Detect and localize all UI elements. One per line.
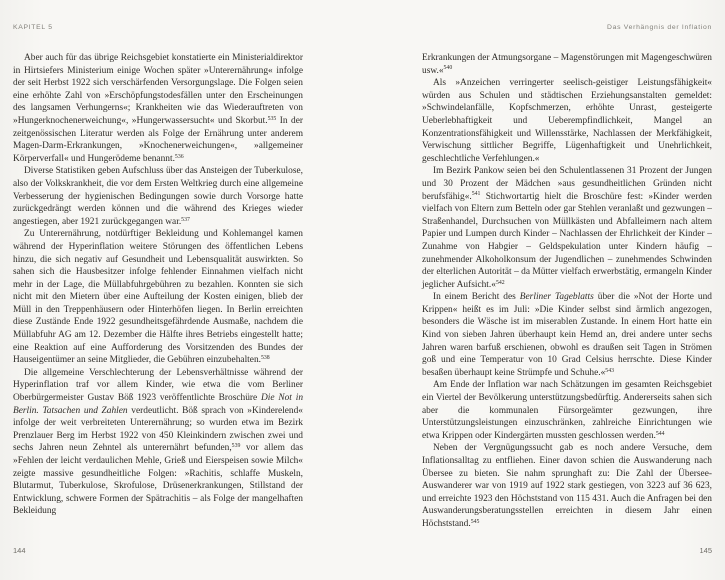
paragraph: Als »Anzeichen verringerter seelisch-geistiger Leistungsfähigkeit« würden aus Schulen und städtischen Erziehungsanstalten gemeldet: »Schwindelanfälle, Kopfschmerzen, erhöhte Unrast, gesteigerte Ueberlebhaftigkeit und Ueberempfindlichkeit, Mangel an Konzentrationsfähigkeit und Willensstärke, Nachlassen der Merkfähigkeit, Verwischung sittlicher Begriffe, Lügenhaftigkeit und Unehrlichkeit, geschlechtliche Verfehlungen.« [422, 78, 712, 164]
footnote-ref: 536 [174, 153, 184, 160]
footnote-ref: 543 [605, 367, 614, 374]
page-right [422, 0, 712, 580]
italic-title: Berliner Tageblatts [519, 292, 594, 303]
paragraph: Aber auch für das übrige Reichsgebiet konstatierte ein Ministerialdirektor in Hirtsiefers Ministerium einige Wochen später »Unterernährung« infolge der seit Herbst 1922 sich verschärfenden Versorgungslage. Die Folgen seien eine erhöhte Zahl von »Erschöpfungstodesfällen unter den Erscheinungen des langsamen Verhungerns«; Krankheiten wie das Wiederauftreten von »Hungerknochenerweichung«, »Hungerwassersucht« und Skorbut.$^{535}$ In der zeitgenössischen Literatur werden als Folge der Ernährung unter anderem Magen-Darm-Erkrankungen, »Knochenerweichungen«, »allgemeiner Körperverfall« und Hungerödeme benannt.$^{536}$ [13, 53, 303, 164]
running-head-title: Das Verhängnis der Inflation [607, 24, 712, 31]
paragraph: Zu Unterernährung, notdürftiger Bekleidung und Kohlemangel kamen während der Hyperinflation weitere Störungen des öffentlichen Lebens hinzu, die sich negativ auf Gesundheit und Lebensqualität auswirkten. So sahen sich die Hausbesitzer infolge fehlender Einnahmen vielfach nicht mehr in der Lage, die Müllabfuhrgebühren zu bezahlen. Konnten sie sich nicht mit den Mietern über eine Aufteilung der Kosten einigen, blieb der Müll in den Treppenhäusern oder Hinterhöfen liegen. In Berlin erreichten diese Zustände Ende 1922 gesundheitsgefährdende Ausmaße, nachdem die Müllabfuhr AG am 12. Dezember die Hälfte ihres Betriebs eingestellt hatte; eine Reaktion auf eine Aufforderung des Vorsitzenden des Bundes der Hauseigentümer an seine Mitglieder, die Gebühren einzubehalten.$^{538}$ [13, 229, 303, 366]
paragraph: Die allgemeine Verschlechterung der Lebensverhältnisse während der Hyperinflation traf vor allem Kinder, wie etwa die vom Berliner Oberbürgermeister Gustav Böß 1923 veröffentlichte Broschüre Die Not in Berlin. Tatsachen und Zahlen verdeutlicht. Böß sprach von »Kinderelend« infolge der weit verbreiteten Unterernährung; so wurden etwa im Bezirk Prenzlauer Berg im Herbst 1922 von 450 Kleinkindern zwischen zwei und sechs Jahren neun Zehntel als unterernährt befunden,$^{539}$ vor allem das »Fehlen der leicht verdaulichen Mehle, Grieß und Eierspeisen sowie Milch« zeigte massive gesundheitliche Folgen: »Rachitis, schlaffe Muskeln, Blutarmut, Tuberkulose, Skrofulose, Drüsenerkrankungen, Stillstand der Entwicklung, schwere Formen der Spätrachitis – als Folge der mangelhaften Bekleidung [13, 367, 304, 517]
footnote-ref: 540 [443, 65, 453, 72]
paragraph: In einem Bericht des Berliner Tageblatts über die »Not der Horte und Krippen« heißt es im Juli: »Die Kinder selbst sind ärmlich angezogen, besonders die Wäsche ist im miserablen Zustande. In einem Hort hatte ein Kind von sieben Jahren überhaupt kein Hemd an, drei andere unter sechs Jahren waren barfuß erschienen, obwohl es draußen seit Tagen in Strömen goß und eine Temperatur von 10 Grad Celsius herrschte. Diese Kinder besaßen überhaupt keine Strümpfe und Schuhe.«$^{543}$ [422, 292, 712, 378]
footnote-ref: 539 [231, 443, 241, 450]
footnote-ref: 544 [655, 430, 665, 437]
paragraph: Am Ende der Inflation war nach Schätzungen im gesamten Reichsgebiet ein Viertel der Bevölkerung unterstützungsbedürftig. Andererseits sahen sich aber die kommunalen Fürsorgeämter gezwungen, ihre Unterstützungsleistungen einzuschränken, zahlreiche Einrichtungen wie etwa Krippen oder Kindergärten mussten geschlossen werden.$^{544}$ [422, 380, 712, 441]
page-right-body [422, 52, 712, 531]
footnote-ref: 545 [470, 518, 480, 525]
footnote-ref: 542 [495, 279, 505, 286]
page-left-body [13, 52, 303, 518]
footnote-ref: 535 [267, 115, 277, 122]
footnote-ref: 541 [471, 191, 481, 198]
page-left [13, 0, 303, 580]
page-number-left: 144 [13, 546, 26, 555]
italic-title: Die Not in Berlin. Tatsachen und Zahlen [13, 393, 304, 416]
page-number-right: 145 [699, 546, 712, 555]
running-head-chapter: KAPITEL 5 [13, 24, 53, 31]
paragraph: Im Bezirk Pankow seien bei den Schulentlassenen 31 Prozent der Jungen und 30 Prozent der Mädchen »aus gesundheitlichen Gründen nicht berufsfähig«.$^{541}$ Stichwortartig hielt die Broschüre fest: »Kinder werden vielfach von Eltern zum Betteln oder gar Stehlen veranlaßt und gezwungen – Straßenhandel, Durchsuchen von Müllkästen und Abfalleimern nach altem Papier und Lumpen durch Kinder – Nachlassen der Ehrlichkeit der Kinder – Zunahme von Habgier – Geldspekulation unter Kindern häufig – zunehmender Alkoholkonsum der Jugendlichen – zunehmendes Schwinden der elterlichen Autorität – da Mütter vielfach erwerbstätig, ermangeln Kinder jeglicher Aufsicht.«$^{542}$ [422, 166, 712, 290]
footnote-ref: 538 [260, 355, 270, 362]
footnote-ref: 537 [181, 216, 190, 223]
paragraph: Erkrankungen der Atmungsorgane – Magenstörungen mit Magengeschwüren usw.«$^{540}$ [422, 53, 712, 76]
paragraph: Neben der Vergnügungssucht gab es noch andere Versuche, dem Inflationsalltag zu entfliehen. Einer davon schien die Auswanderung nach Übersee zu bieten. Sie nahm sprunghaft zu: Die Zahl der Übersee-Auswanderer war von 1919 auf 1922 stark gestiegen, von 3223 auf 36 623, und erreichte 1923 den Höchststand von 115 431. Auch die Anfragen bei den Auswanderungsberatungsstellen erreichten in diesem Jahr einen Höchststand.$^{545}$ [422, 443, 712, 529]
paragraph: Diverse Statistiken geben Aufschluss über das Ansteigen der Tuberkulose, also der Volkskrankheit, die vor dem Ersten Weltkrieg durch eine allgemeine Verbesserung der hygienischen Bedingungen sowie durch Vorsorge hatte zurückgedrängt werden können und die während des Krieges wieder angestiegen, aber 1921 zurückgegangen war.$^{537}$ [13, 166, 303, 227]
